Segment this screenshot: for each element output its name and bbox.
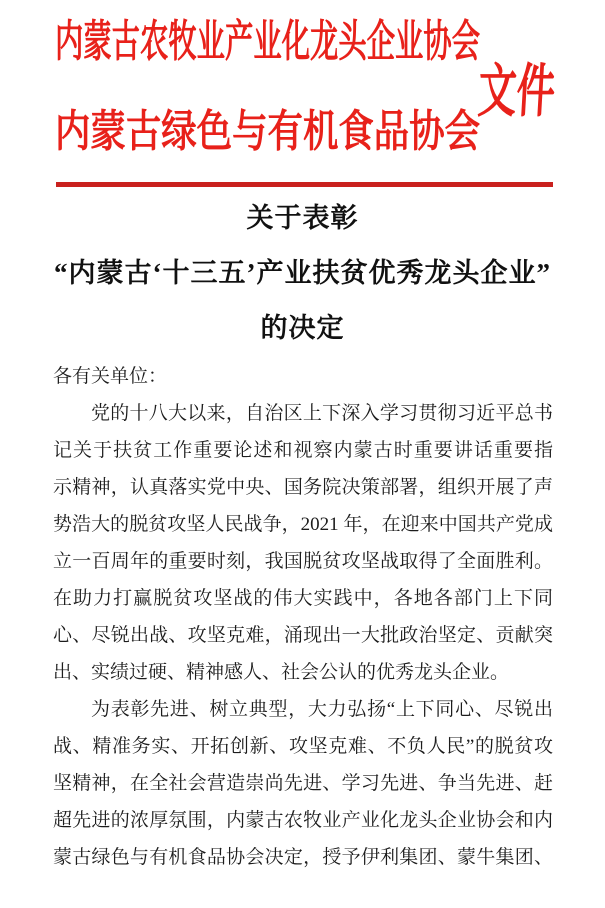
salutation-line: 各有关单位： [53, 366, 168, 387]
body-line: 战、精准务实、开拓创新、攻坚克难、不负人民”的脱贫攻 [53, 736, 553, 757]
body-line: 记关于扶贫工作重要论述和视察内蒙古时重要讲话重要指 [53, 440, 553, 461]
title-line-3: 的决定 [260, 313, 345, 343]
body-line: 坚精神，在全社会营造崇尚先进、学习先进、争当先进、赶 [53, 773, 553, 794]
title-line-1: 关于表彰 [246, 203, 359, 233]
body-line: 在助力打赢脱贫攻坚战的伟大实践中，各地各部门上下同 [53, 588, 553, 609]
body-line: 出、实绩过硬、精神感人、社会公认的优秀龙头企业。 [53, 662, 510, 683]
org-name-line-2: 内蒙古绿色与有机食品协会 [55, 107, 481, 156]
org-name-line-1: 内蒙古农牧业产业化龙头企业协会 [55, 17, 481, 66]
body-line: 示精神，认真落实党中央、国务院决策部署，组织开展了声 [53, 477, 553, 498]
body-line: 超先进的浓厚氛围，内蒙古农牧业产业化龙头企业协会和内 [53, 810, 553, 831]
red-double-rule [56, 182, 553, 187]
body-text [53, 358, 553, 876]
body-line: 心、尽锐出战、攻坚克难，涌现出一大批政治坚定、贡献突 [53, 625, 553, 646]
body-line: 党的十八大以来，自治区上下深入学习贯彻习近平总书 [91, 403, 553, 424]
document-type-label: 文件 [476, 59, 557, 124]
body-line: 为表彰先进、树立典型，大力弘扬“上下同心、尽锐出 [91, 699, 553, 720]
body-line: 蒙古绿色与有机食品协会决定，授予伊利集团、蒙牛集团、 [53, 847, 553, 868]
title-line-2: “内蒙古‘十三五’产业扶贫优秀龙头企业” [54, 258, 551, 288]
document-title [0, 191, 605, 356]
body-line: 势浩大的脱贫攻坚人民战争，2021 年，在迎来中国共产党成 [53, 514, 553, 535]
body-line: 立一百周年的重要时刻，我国脱贫攻坚战取得了全面胜利。 [53, 551, 553, 572]
